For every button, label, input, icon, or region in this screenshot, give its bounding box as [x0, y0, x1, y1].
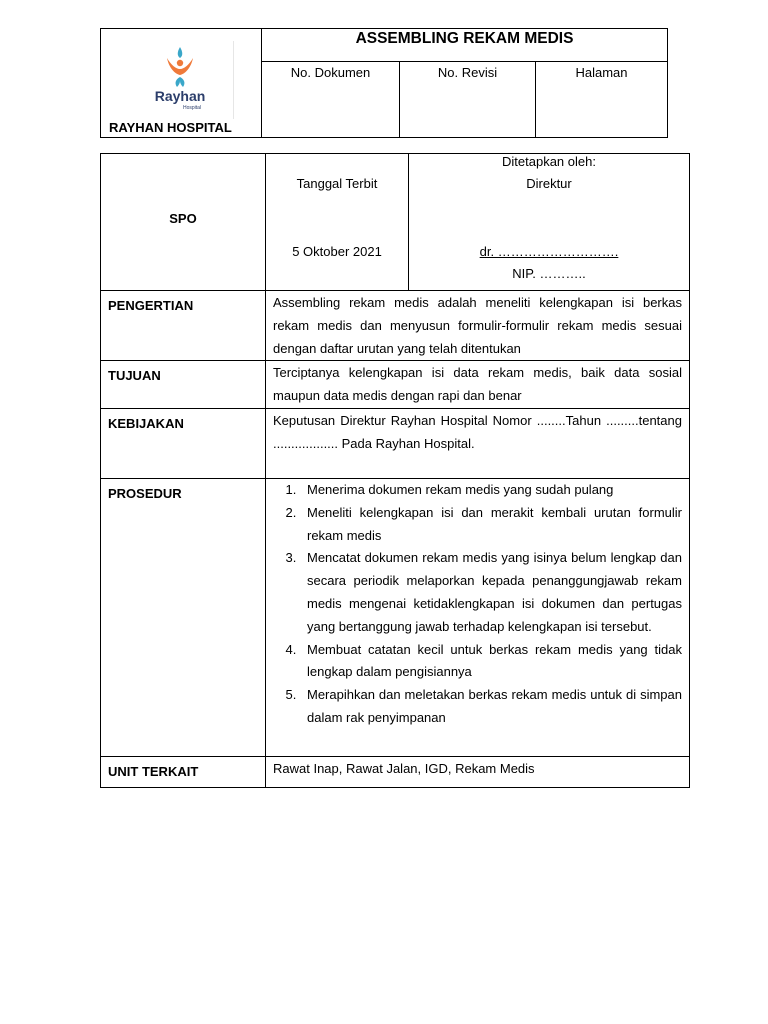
ditetapkan-label: Ditetapkan oleh:	[502, 154, 596, 169]
svg-text:Rayhan: Rayhan	[154, 88, 206, 104]
prosedur-step: 5. Merapihkan dan meletakan berkas rekam medis untuk di simpan dalam rak penyimpanan	[300, 684, 682, 730]
tanggal-terbit-label: Tanggal Terbit	[296, 176, 378, 191]
ditetapkan-cell	[409, 154, 690, 291]
prosedur-label: PROSEDUR	[101, 479, 266, 757]
prosedur-step: 2. Meneliti kelengkapan isi dan merakit kembali urutan formulir rekam medis	[300, 502, 682, 548]
pengertian-row	[101, 291, 690, 361]
signatory-nip: NIP. ………..	[512, 266, 586, 281]
rayhan-logo-icon	[133, 41, 233, 119]
pengertian-label: PENGERTIAN	[101, 291, 266, 361]
hospital-name: RAYHAN HOSPITAL	[109, 120, 232, 135]
prosedur-step: 4. Membuat catatan kecil untuk berkas rekam medis yang tidak lengkap dalam pengisiannya	[300, 639, 682, 685]
spo-table	[100, 153, 690, 788]
tujuan-label: TUJUAN	[101, 361, 266, 409]
prosedur-row	[101, 479, 690, 757]
prosedur-step: 3. Mencatat dokumen rekam medis yang isinya belum lengkap dan secara periodik melaporkan kepada penanggungjawab rekam medis mengenai ketidaklengkapan isi dokumen dan pertugas yang bertanggung jawab terhadap kelengkapan isi tersebut.	[300, 547, 682, 638]
prosedur-list	[273, 479, 682, 730]
halaman-label: Halaman	[536, 62, 668, 138]
logo-cell	[101, 29, 262, 138]
kebijakan-label: KEBIJAKAN	[101, 409, 266, 479]
unit-terkait-row	[101, 757, 690, 788]
document-title: ASSEMBLING REKAM MEDIS	[262, 29, 668, 62]
spo-row	[101, 154, 690, 291]
jabatan-label: Direktur	[526, 176, 572, 191]
signatory-name: dr. ……………………….	[479, 244, 619, 259]
prosedur-step: 1. Menerima dokumen rekam medis yang sudah pulang	[300, 479, 682, 502]
tujuan-text: Terciptanya kelengkapan isi data rekam medis, baik data sosial maupun data medis dengan rapi dan benar	[266, 361, 690, 409]
unit-terkait-text: Rawat Inap, Rawat Jalan, IGD, Rekam Medis	[266, 757, 690, 788]
unit-terkait-label: UNIT TERKAIT	[101, 757, 266, 788]
no-revisi-label: No. Revisi	[400, 62, 536, 138]
pengertian-text: Assembling rekam medis adalah meneliti kelengkapan isi berkas rekam medis dan menyusun formulir-formulir rekam medis sesuai dengan daftar urutan yang telah ditentukan	[266, 291, 690, 361]
no-dokumen-label: No. Dokumen	[262, 62, 400, 138]
svg-text:Hospital: Hospital	[182, 105, 202, 111]
tanggal-terbit-value: 5 Oktober 2021	[292, 244, 382, 259]
spo-label: SPO	[169, 211, 197, 226]
spo-cell	[101, 154, 266, 291]
tujuan-row	[101, 361, 690, 409]
prosedur-cell	[266, 479, 690, 757]
tanggal-terbit-cell	[266, 154, 409, 291]
hospital-logo	[133, 41, 234, 119]
kebijakan-text: Keputusan Direktur Rayhan Hospital Nomor ........Tahun .........tentang .................. Pada Rayhan Hospital.	[266, 409, 690, 479]
kebijakan-row	[101, 409, 690, 479]
header-table	[100, 28, 668, 138]
